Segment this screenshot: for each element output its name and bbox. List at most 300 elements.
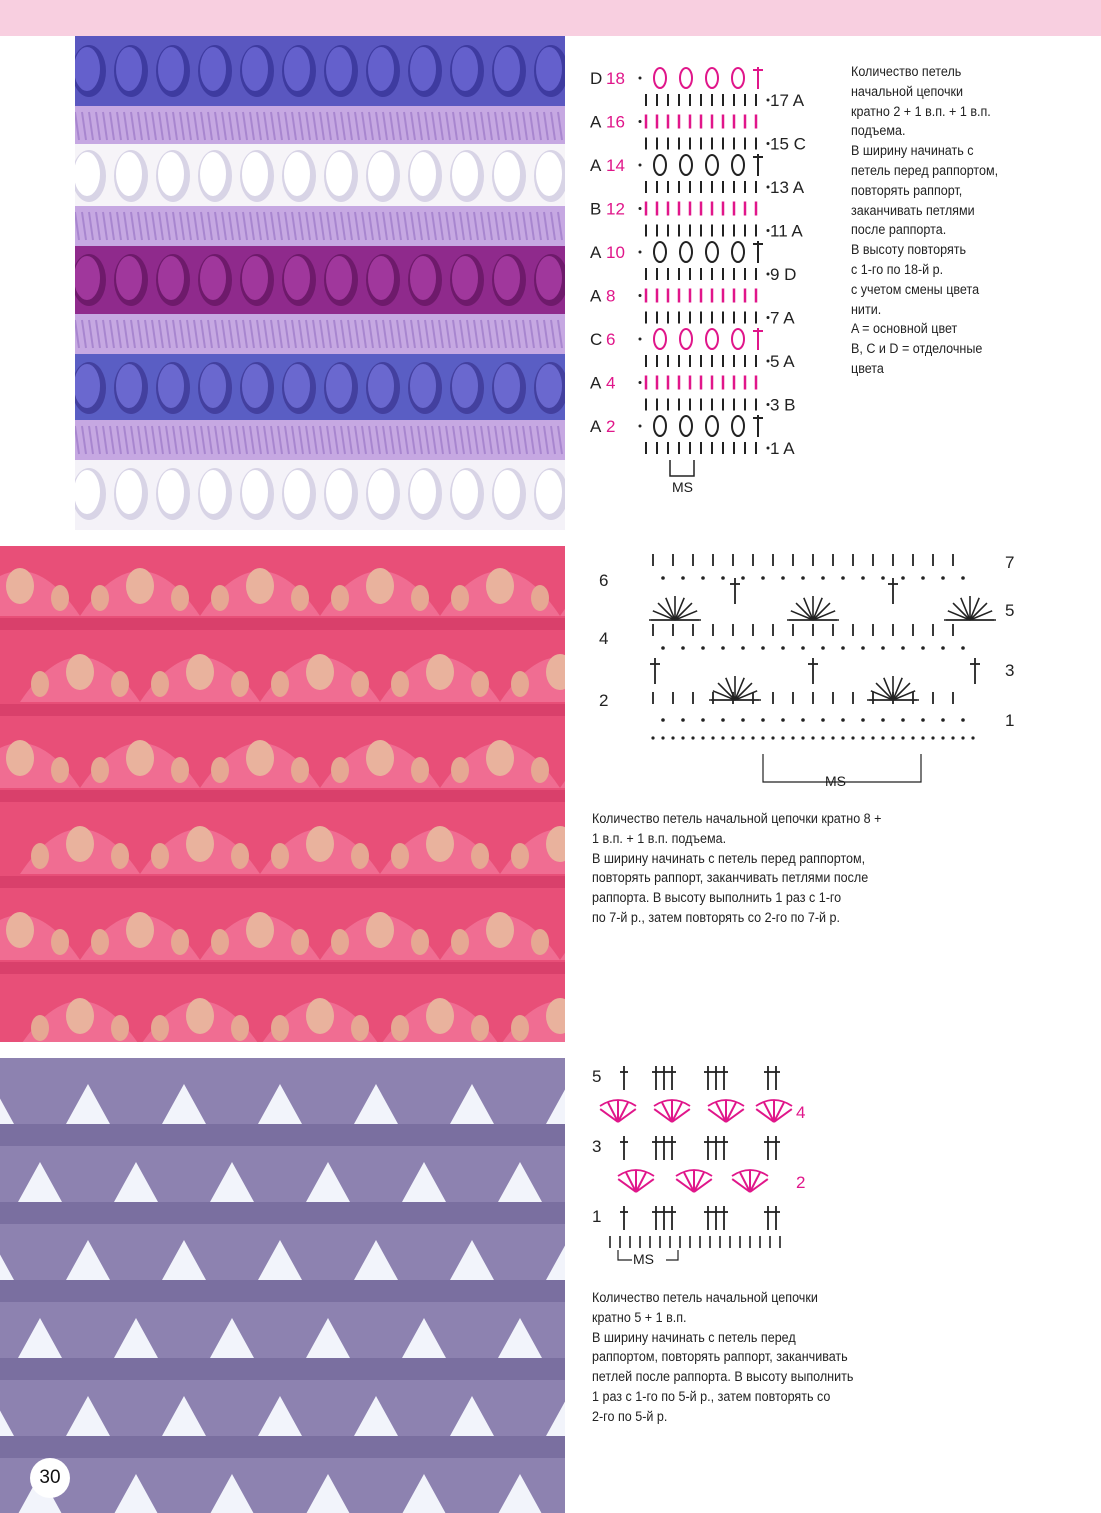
chain-dot [891, 736, 894, 739]
chart1-right-label: 11 A [770, 221, 803, 241]
bobble [536, 47, 562, 91]
shell-gap [51, 585, 69, 611]
bobble [368, 364, 394, 408]
shell-gap [351, 671, 369, 697]
chain-dot [639, 207, 642, 210]
chain-dot [781, 718, 785, 722]
chain-dot [921, 718, 925, 722]
bobble [158, 364, 184, 408]
shell-fan-symbol [970, 603, 987, 620]
shell-gap [31, 843, 49, 869]
bobble [200, 364, 226, 408]
shell-gap [171, 585, 189, 611]
chain-dot [767, 229, 770, 232]
chain-dot [651, 736, 654, 739]
description-line: раппортом, повторять раппорт, заканчивать [592, 1349, 848, 1365]
shell-gap [451, 585, 469, 611]
chain-dot [941, 646, 945, 650]
bobble [284, 364, 310, 408]
bobble [494, 364, 520, 408]
bobble-symbol [732, 329, 744, 349]
shell-gap [211, 757, 229, 783]
bobble-symbol [680, 416, 692, 436]
bobble-symbol [706, 416, 718, 436]
header-band [0, 0, 1101, 36]
shell-gap [306, 998, 334, 1034]
shell-gap [151, 1015, 169, 1041]
chart1-ms-label: MS [672, 479, 693, 495]
bobble-symbol [654, 416, 666, 436]
shell-gap [271, 843, 289, 869]
bobble [452, 256, 478, 300]
chain-dot [971, 736, 974, 739]
shell-gap [426, 998, 454, 1034]
shell-fan-symbol [658, 603, 675, 620]
description-line: Количество петель [851, 64, 962, 79]
chain-dot [821, 646, 825, 650]
chart2-row-label-left: 6 [599, 571, 609, 590]
bobble-symbol [654, 329, 666, 349]
chain-dot [851, 736, 854, 739]
chain-dot [861, 576, 865, 580]
chart1-color-letter: A [590, 286, 602, 306]
swatch-photo-pink-shells [0, 546, 565, 1042]
shell-gap [6, 740, 34, 776]
row-line [0, 790, 565, 802]
chart1-right-label: 1 A [770, 439, 795, 458]
description-line: повторять раппорт, [851, 182, 963, 198]
description-line: В ширину начинать с петель перед раппортом, [592, 850, 866, 866]
shell-gap [151, 671, 169, 697]
bobble [410, 470, 436, 514]
crochet-chart-1 [588, 60, 828, 500]
chain-dot [681, 736, 684, 739]
shell-gap [331, 585, 349, 611]
chain-dot [721, 736, 724, 739]
chain-dot [921, 736, 924, 739]
chain-dot [781, 576, 785, 580]
shell-gap [471, 843, 489, 869]
shell-gap [451, 929, 469, 955]
chain-dot [901, 646, 905, 650]
shell-gap [231, 671, 249, 697]
shell-gap [331, 929, 349, 955]
row-line [0, 1436, 565, 1458]
bobble-symbol [706, 329, 718, 349]
bobble [242, 47, 268, 91]
chain-dot [881, 646, 885, 650]
chain-dot [931, 736, 934, 739]
chain-dot [639, 164, 642, 167]
shell-gap [231, 1015, 249, 1041]
chart1-right-label: 15 C [770, 134, 806, 154]
bobble [494, 152, 520, 196]
chart1-row-number: 2 [606, 417, 616, 436]
chain-dot [881, 718, 885, 722]
shell-fan-symbol [953, 603, 970, 620]
bobble [116, 152, 142, 196]
chart2-row-label-right: 3 [1005, 661, 1015, 680]
chart1-color-letter: A [590, 243, 602, 262]
chain-dot [821, 736, 824, 739]
shell-gap [6, 912, 34, 948]
section1-description [851, 62, 998, 379]
chain-dot [661, 736, 664, 739]
yarn-band [75, 144, 565, 206]
chain-dot [901, 718, 905, 722]
yarn-band [75, 36, 565, 106]
bobble [494, 470, 520, 514]
chart3-row-label-right: 4 [796, 1103, 806, 1122]
shell-gap [186, 998, 214, 1034]
chain-dot [681, 576, 685, 580]
shell-gap [271, 671, 289, 697]
bobble [116, 256, 142, 300]
shell-gap [426, 654, 454, 690]
bobble [242, 470, 268, 514]
shell-gap [66, 654, 94, 690]
section3-description [592, 1288, 853, 1427]
bobble-symbol [732, 155, 744, 175]
description-line: Количество петель начальной цепочки кратно 8 + [592, 811, 882, 826]
shell-gap [211, 585, 229, 611]
description-line: повторять раппорт, заканчивать петлями после [592, 870, 869, 886]
chart1-row-number: 6 [606, 330, 616, 349]
row-line [0, 1358, 565, 1380]
shell-gap [211, 929, 229, 955]
chain-dot [821, 718, 825, 722]
shell-fan-symbol [796, 603, 813, 620]
bobble [536, 256, 562, 300]
description-line: заканчивать петлями [851, 202, 975, 218]
bobble [75, 364, 100, 408]
chain-dot [781, 646, 785, 650]
description-line: подъема. [851, 123, 906, 139]
bobble [284, 256, 310, 300]
legend-main-color: A = основной цвет [851, 321, 958, 337]
chart1-right-label: 17 A [770, 91, 805, 110]
chart3-row-label-left: 3 [592, 1137, 602, 1156]
row-line [0, 1202, 565, 1224]
chain-dot [701, 736, 704, 739]
shell-gap [531, 929, 549, 955]
shell-gap [291, 929, 309, 955]
chain-dot [639, 425, 642, 428]
row-line [0, 1124, 565, 1146]
shell-gap [291, 585, 309, 611]
legend-accent-colors: B, C и D = отделочные [851, 341, 983, 357]
chain-dot [841, 576, 845, 580]
chain-dot [767, 99, 770, 102]
bobble [410, 47, 436, 91]
chart1-row-number: 14 [606, 156, 625, 175]
shell-gap [126, 912, 154, 948]
bobble [242, 256, 268, 300]
chain-dot [761, 718, 765, 722]
bobble [75, 152, 100, 196]
chain-dot [941, 576, 945, 580]
shell-gap [511, 843, 529, 869]
chain-dot [691, 736, 694, 739]
shell-gap [171, 757, 189, 783]
yarn-band [75, 246, 565, 314]
bobble [368, 470, 394, 514]
shell-gap [246, 912, 274, 948]
chart1-color-letter: A [590, 112, 602, 132]
bobble [158, 256, 184, 300]
bobble [116, 470, 142, 514]
shell-gap [531, 585, 549, 611]
chain-dot [741, 646, 745, 650]
shell-gap [171, 929, 189, 955]
shell-gap [391, 843, 409, 869]
chain-dot [941, 736, 944, 739]
shell-gap [126, 740, 154, 776]
bobble-symbol [732, 242, 744, 262]
chain-dot [721, 718, 725, 722]
chain-dot [761, 736, 764, 739]
bobble [494, 47, 520, 91]
bobble [368, 47, 394, 91]
chain-dot [721, 576, 725, 580]
yarn-band [75, 354, 565, 420]
chain-dot [639, 338, 642, 341]
shell-gap [151, 843, 169, 869]
shell-gap [486, 912, 514, 948]
row-line [0, 962, 565, 974]
chart3-row-label-right: 2 [796, 1173, 806, 1192]
chain-dot [661, 646, 665, 650]
description-line: раппорта. В высоту выполнить 1 раз с 1-го [592, 890, 842, 906]
chain-dot [801, 576, 805, 580]
bobble [75, 256, 100, 300]
bobble-symbol [654, 155, 666, 175]
row-line [0, 1280, 565, 1302]
chain-dot [821, 576, 825, 580]
description-line: по 7-й р., затем повторять со 2-го по 7-й р. [592, 909, 840, 925]
chart1-color-letter: B [590, 199, 602, 219]
chart1-row-number: 10 [606, 243, 625, 262]
shell-gap [231, 843, 249, 869]
shell-gap [471, 671, 489, 697]
bobble-symbol [680, 68, 692, 88]
bobble-symbol [654, 68, 666, 88]
chain-dot [861, 718, 865, 722]
shell-gap [66, 826, 94, 862]
chain-dot [801, 718, 805, 722]
bobble [326, 364, 352, 408]
bobble [452, 47, 478, 91]
chain-dot [961, 646, 965, 650]
chart1-color-letter: C [590, 330, 603, 349]
chain-dot [639, 251, 642, 254]
bobble-symbol [732, 68, 744, 88]
chain-dot [639, 381, 642, 384]
shell-gap [186, 654, 214, 690]
chart1-row-number: 8 [606, 286, 616, 306]
shell-gap [391, 671, 409, 697]
chain-dot [751, 736, 754, 739]
shell-gap [66, 998, 94, 1034]
description-line: В ширину начинать с петель перед [592, 1329, 796, 1345]
bobble [284, 152, 310, 196]
chain-dot [921, 576, 925, 580]
bobble-symbol [706, 242, 718, 262]
swatch-photo-bobble-stripes [75, 36, 565, 530]
chain-dot [961, 718, 965, 722]
chain-dot [881, 576, 885, 580]
chart2-row-label-right: 1 [1005, 711, 1015, 730]
chain-dot [681, 646, 685, 650]
swatch-photo-lilac-fans [0, 1058, 565, 1513]
chain-dot [871, 736, 874, 739]
shell-gap [351, 843, 369, 869]
chain-dot [741, 736, 744, 739]
chain-dot [791, 736, 794, 739]
chain-dot [767, 186, 770, 189]
bobble [242, 152, 268, 196]
bobble [326, 152, 352, 196]
description-line: с учетом смены цвета [851, 281, 980, 297]
chain-dot [811, 736, 814, 739]
description-line: В ширину начинать с [851, 143, 974, 159]
chain-dot [731, 736, 734, 739]
shell-fan-symbol [718, 683, 735, 700]
shell-gap [91, 585, 109, 611]
chart2-row-label-right: 7 [1005, 553, 1015, 572]
chain-dot [861, 736, 864, 739]
chain-dot [767, 403, 770, 406]
description-line: 2-го по 5-й р. [592, 1408, 668, 1424]
chain-dot [639, 77, 642, 80]
yarn-band [75, 460, 565, 530]
bobble [410, 256, 436, 300]
description-line: В высоту повторять [851, 242, 967, 258]
chain-dot [941, 718, 945, 722]
shell-gap [366, 568, 394, 604]
shell-gap [186, 826, 214, 862]
chain-dot [781, 736, 784, 739]
bobble [242, 364, 268, 408]
bobble-symbol [706, 68, 718, 88]
bobble [200, 470, 226, 514]
chart2-row-label-left: 4 [599, 629, 609, 648]
shell-gap [291, 757, 309, 783]
chain-dot [681, 718, 685, 722]
shell-gap [331, 757, 349, 783]
bobble-symbol [732, 416, 744, 436]
shell-gap [246, 568, 274, 604]
bobble [158, 152, 184, 196]
shell-gap [246, 740, 274, 776]
shell-gap [306, 826, 334, 862]
row-line [0, 704, 565, 716]
bobble [536, 152, 562, 196]
chain-dot [701, 718, 705, 722]
chart1-color-letter: A [590, 417, 602, 436]
chain-dot [741, 576, 745, 580]
shell-gap [111, 1015, 129, 1041]
chart2-ms-label: MS [825, 773, 846, 789]
bobble [452, 364, 478, 408]
chain-dot [841, 646, 845, 650]
bobble [75, 470, 100, 514]
shell-gap [486, 740, 514, 776]
chart1-right-label: 5 A [770, 352, 795, 371]
shell-gap [351, 1015, 369, 1041]
bobble [284, 470, 310, 514]
chart1-color-letter: D [590, 69, 603, 88]
description-line: кратно 2 + 1 в.п. + 1 в.п. [851, 103, 991, 119]
shell-gap [486, 568, 514, 604]
bobble [200, 256, 226, 300]
chain-dot [861, 646, 865, 650]
chain-dot [661, 576, 665, 580]
chart3-ms-label: MS [633, 1251, 654, 1267]
bobble [200, 47, 226, 91]
chart1-row-number: 12 [606, 199, 625, 219]
chain-dot [801, 646, 805, 650]
shell-gap [51, 929, 69, 955]
chain-dot [639, 120, 642, 123]
bobble [494, 256, 520, 300]
bobble-symbol [680, 329, 692, 349]
chain-dot [761, 576, 765, 580]
chain-dot [711, 736, 714, 739]
shell-gap [306, 654, 334, 690]
shell-gap [91, 757, 109, 783]
bobble [536, 470, 562, 514]
chain-dot [767, 142, 770, 145]
chart1-right-label: 13 A [770, 178, 805, 197]
chain-dot [701, 576, 705, 580]
bobble [158, 470, 184, 514]
shell-gap [426, 826, 454, 862]
shell-gap [111, 671, 129, 697]
chain-dot [767, 316, 770, 319]
shell-fan-symbol [675, 603, 692, 620]
chart1-color-letter: A [590, 373, 602, 393]
description-line: петель перед раппортом, [851, 162, 999, 178]
chart3-row-label-left: 1 [592, 1207, 602, 1226]
shell-gap [411, 585, 429, 611]
chain-dot [881, 736, 884, 739]
bobble [326, 47, 352, 91]
chart1-right-label: 7 A [770, 308, 795, 328]
description-line: кратно 5 + 1 в.п. [592, 1309, 687, 1325]
description-line: после раппорта. [851, 222, 947, 238]
bobble-symbol [680, 242, 692, 262]
shell-fan-symbol [876, 683, 893, 700]
shell-gap [511, 1015, 529, 1041]
section2-description [592, 809, 881, 928]
chart1-right-label: 9 D [770, 265, 797, 284]
shell-gap [451, 757, 469, 783]
chart1-row-number: 4 [606, 373, 616, 393]
chart1-row-number: 18 [606, 69, 625, 88]
chain-dot [961, 736, 964, 739]
chart3-row-label-left: 5 [592, 1067, 602, 1086]
shell-gap [531, 757, 549, 783]
chain-dot [951, 736, 954, 739]
chain-dot [841, 718, 845, 722]
bobble [452, 152, 478, 196]
chain-dot [901, 736, 904, 739]
chain-dot [741, 718, 745, 722]
shell-gap [391, 1015, 409, 1041]
description-line: с 1-го по 18-й р. [851, 261, 944, 277]
crochet-chart-3 [588, 1060, 818, 1275]
